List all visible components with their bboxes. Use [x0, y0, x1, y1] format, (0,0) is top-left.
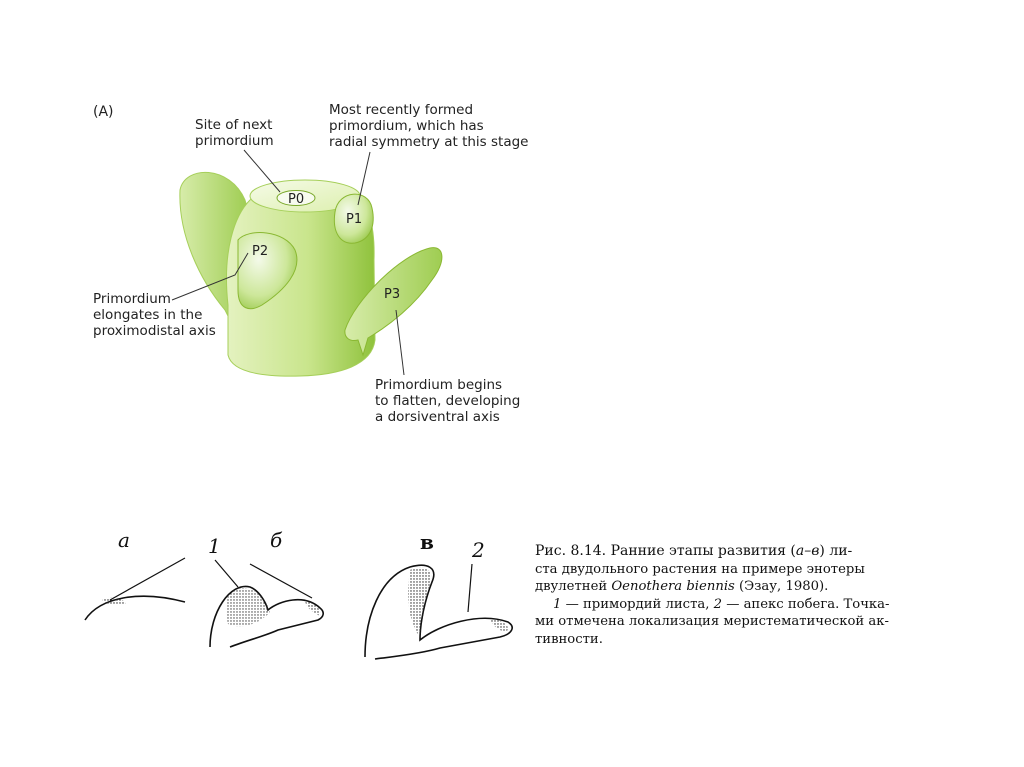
caption-line-1: Рис. 8.14. Ранние этапы развития (а–в) ли-: [535, 543, 853, 559]
stage-b-leader-1: [215, 560, 238, 587]
caption-line-2: ста двудольного растения на примере энотеры: [535, 561, 865, 577]
stage-b-dots: [226, 588, 270, 626]
caption-line-6: тивности.: [535, 631, 603, 647]
stage-label-b: б: [270, 528, 283, 552]
number-label-1: 1: [208, 534, 221, 558]
stage-v-dots: [408, 568, 431, 638]
p1-label: P1: [346, 212, 363, 227]
figure-b-drawing: [80, 512, 530, 670]
caption-line-5: ми отмечена локализация меристематической ак-: [535, 614, 889, 629]
stage-v-outline: [365, 565, 512, 659]
stage-v-leader: [468, 564, 472, 612]
panel-label: (A): [93, 104, 114, 120]
stage-a-outline: [85, 596, 185, 620]
annotation-flatten: Primordium begins to flatten, developing a dorsiventral axis: [375, 377, 521, 425]
leader-flatten: [396, 310, 404, 375]
p3-label: P3: [384, 287, 401, 302]
caption-line-3: двулетней Oenothera biennis (Эзау, 1980).: [535, 579, 829, 594]
stage-a-leader: [110, 558, 185, 600]
stage-label-a: а: [118, 528, 130, 552]
annotation-elongates: Primordium elongates in the proximodistal axis: [93, 291, 216, 339]
annotation-next-site: Site of next primordium: [195, 117, 274, 149]
annotation-recent: Most recently formed primordium, which has radial symmetry at this stage: [329, 102, 529, 150]
p2-label: P2: [252, 244, 269, 259]
number-label-2: 2: [472, 538, 485, 562]
caption-line-4: 1 — примордий листа, 2 — апекс побега. Точка-: [553, 596, 890, 612]
figure-caption: [535, 543, 930, 648]
p0-label: P0: [288, 192, 305, 207]
stage-label-v: в: [420, 530, 434, 554]
